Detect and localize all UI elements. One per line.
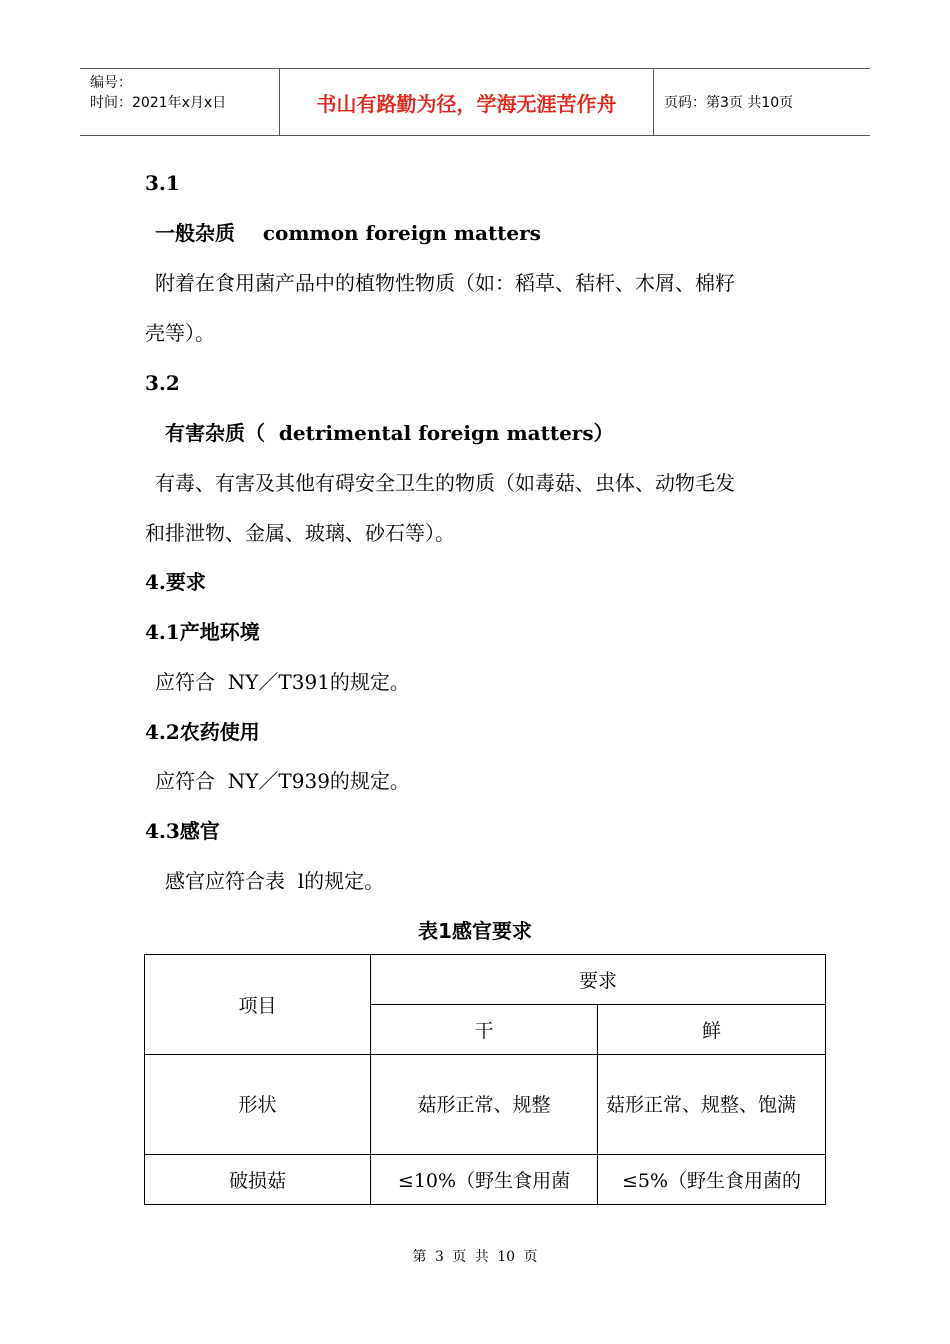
row-dry-cell: ≤10%（野生食用菌 [371,1155,598,1205]
header-page-info: 页码：第3页 共10页 [664,95,794,111]
header-item-cell: 项目 [145,955,371,1055]
row-item-cell: 形状 [145,1055,371,1155]
section-4-1-heading: 4.1产地环境 [145,620,260,644]
section-4-3-text: 感官应符合表 l的规定。 [165,869,385,893]
section-3-1-text-line2: 壳等）。 [145,321,215,345]
section-4-heading: 4.要求 [145,570,206,594]
section-3-1-text-line1: 附着在食用菌产品中的植物性物质（如：稻草、秸杆、木屑、棉籽 [155,271,735,295]
section-3-1-number: 3.1 [145,171,180,195]
sensory-requirements-table [144,954,826,1205]
header-fresh-cell: 鲜 [598,1005,826,1055]
section-4-1-text: 应符合 NY／T391的规定。 [155,670,410,694]
header-dry-cell: 干 [371,1005,598,1055]
section-4-2-heading: 4.2农药使用 [145,720,260,744]
table-row [145,1055,826,1155]
section-3-2-text-line1: 有毒、有害及其他有碍安全卫生的物质（如毒菇、虫体、动物毛发 [155,471,735,495]
row-dry-cell: 菇形正常、规整 [371,1055,598,1155]
header-motto: 书山有路勤为径，学海无涯苦作舟 [280,69,654,135]
row-fresh-cell: ≤5%（野生食用菌的 [598,1155,826,1205]
number-label: 编号： [90,75,132,91]
section-4-2-text: 应符合 NY／T939的规定。 [155,769,410,793]
section-3-2-number: 3.2 [145,371,180,395]
table-row [145,1155,826,1205]
page-footer: 第 3 页 共 10 页 [412,1249,538,1265]
section-3-2-text-line2: 和排泄物、金属、玻璃、砂石等）。 [145,521,455,545]
header-requirement-cell: 要求 [371,955,826,1005]
row-item-cell: 破损菇 [145,1155,371,1205]
section-3-1-title: 一般杂质 common foreign matters [155,221,541,245]
date-label: 时间：2021年x月x日 [90,95,227,111]
table-caption: 表1感官要求 [418,919,532,943]
header-info-cell [80,69,280,135]
row-fresh-cell: 菇形正常、规整、饱满 [598,1055,826,1155]
section-4-3-heading: 4.3感官 [145,819,220,843]
table-header-row [145,955,826,1005]
page-header [80,68,870,136]
section-3-2-title: 有害杂质（ detrimental foreign matters） [165,421,614,445]
